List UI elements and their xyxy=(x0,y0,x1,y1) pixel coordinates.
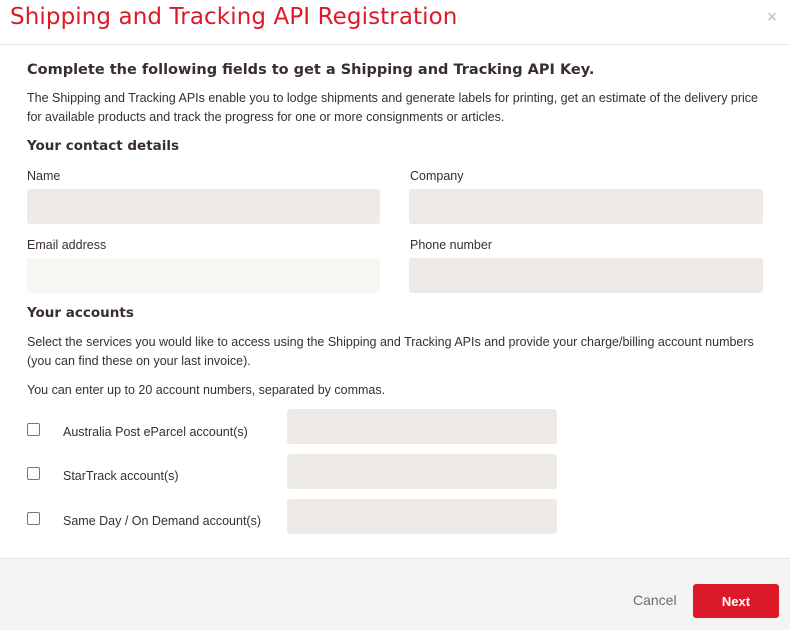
cancel-button[interactable]: Cancel xyxy=(633,592,677,608)
startrack-label: StarTrack account(s) xyxy=(63,469,179,483)
modal-header xyxy=(0,0,790,45)
email-label: Email address xyxy=(27,238,107,252)
sameday-label: Same Day / On Demand account(s) xyxy=(63,514,261,528)
accounts-description: Select the services you would like to access using the Shipping and Tracking APIs and provide your charge/billing account numbers (you can find these on your last invoice). xyxy=(27,335,754,368)
name-label: Name xyxy=(27,169,61,183)
eparcel-checkbox[interactable] xyxy=(27,423,40,436)
intro-text: The Shipping and Tracking APIs enable you to lodge shipments and generate labels for printing, get an estimate of the delivery price for available products and track the progress for one or more consignments or articles. xyxy=(27,91,759,124)
phone-input[interactable] xyxy=(409,258,763,293)
eparcel-label: Australia Post eParcel account(s) xyxy=(63,425,248,439)
company-label: Company xyxy=(410,169,464,183)
accounts-hint: You can enter up to 20 account numbers, separated by commas. xyxy=(27,383,386,397)
accounts-heading: Your accounts xyxy=(27,305,134,321)
intro-heading: Complete the following fields to get a Shipping and Tracking API Key. xyxy=(27,62,595,78)
email-input[interactable] xyxy=(27,258,380,293)
sameday-checkbox[interactable] xyxy=(27,512,40,525)
contact-details-heading: Your contact details xyxy=(27,138,180,154)
next-button[interactable]: Next xyxy=(693,584,779,618)
startrack-account-input[interactable] xyxy=(287,454,557,489)
company-input[interactable] xyxy=(409,189,763,224)
eparcel-account-input[interactable] xyxy=(287,409,557,444)
startrack-checkbox[interactable] xyxy=(27,467,40,480)
modal-title: Shipping and Tracking API Registration xyxy=(10,4,458,30)
close-icon[interactable]: × xyxy=(766,9,778,25)
phone-label: Phone number xyxy=(410,238,493,252)
name-input[interactable] xyxy=(27,189,380,224)
sameday-account-input[interactable] xyxy=(287,499,557,534)
modal-footer xyxy=(0,558,790,630)
